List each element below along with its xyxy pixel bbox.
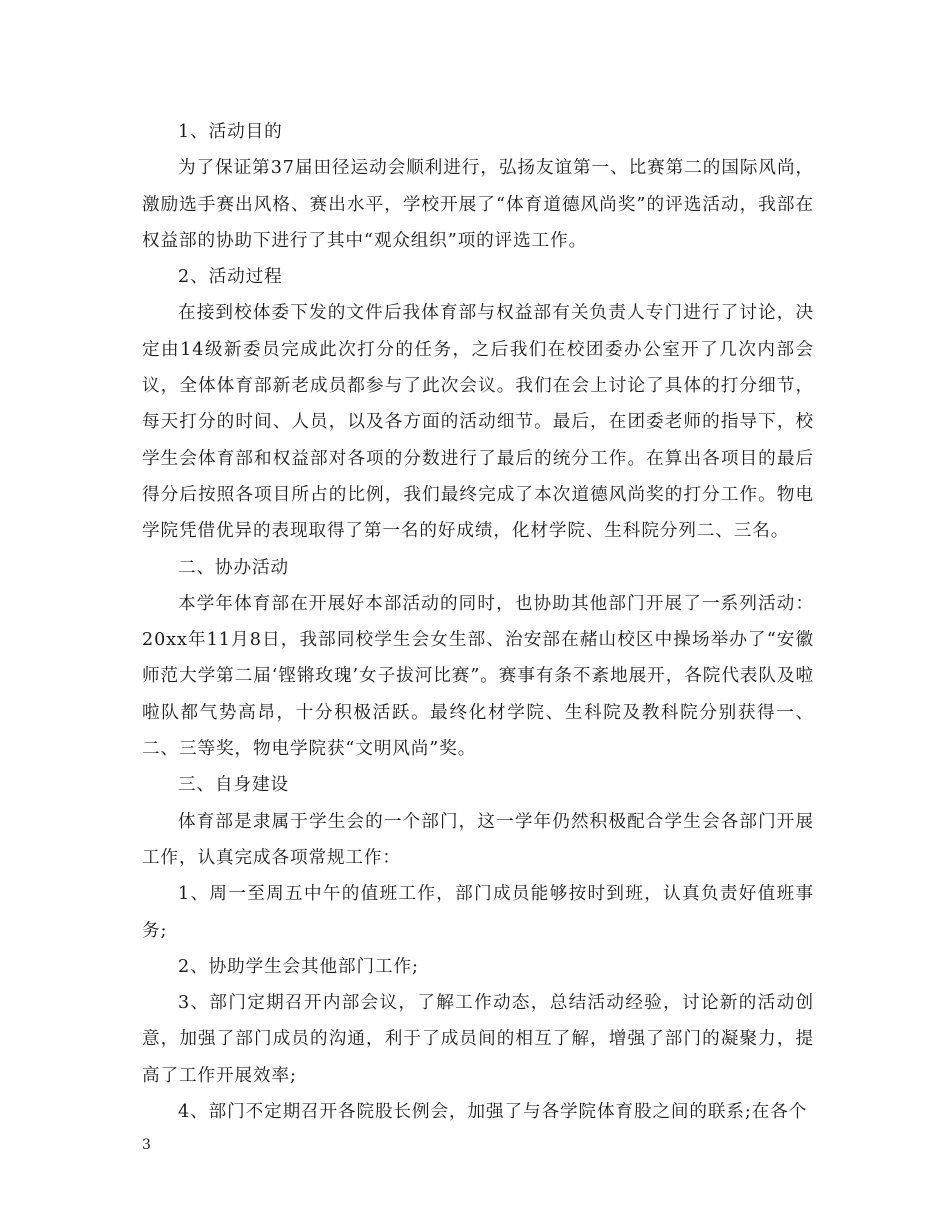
heading-activity-process: 2、活动过程 xyxy=(178,267,283,288)
heading-co-organized-activities: 二、协办活动 xyxy=(178,557,289,578)
list-item-duty-work: 1、周一至周五中午的值班工作，部门成员能够按时到班，认真负责好值班事务; xyxy=(142,884,814,941)
heading-activity-purpose: 1、活动目的 xyxy=(178,122,283,142)
list-item-college-meetings: 4、部门不定期召开各院股长例会，加强了与各学院体育股之间的联系;在各个 xyxy=(178,1102,808,1123)
list-item-internal-meetings: 3、部门定期召开内部会议，了解工作动态，总结活动经验，讨论新的活动创意，加强了部门成员的沟通，利于了成员间的相互了解，增强了部门的凝聚力，提高了工作开展效率; xyxy=(142,993,814,1086)
paragraph-activity-purpose: 为了保证第37届田径运动会顺利进行，弘扬友谊第一、比赛第二的国际风尚，激励选手赛出风格、赛出水平，学校开展了“体育道德风尚奖”的评选活动，我部在权益部的协助下进行了其中“观众组织”项的评选工作。 xyxy=(142,158,814,251)
document-body xyxy=(142,114,814,1130)
paragraph-self-development: 体育部是隶属于学生会的一个部门，这一学年仍然积极配合学生会各部门开展工作，认真完成各项常规工作： xyxy=(142,811,814,868)
heading-self-development: 三、自身建设 xyxy=(178,775,289,796)
page-number: 3 xyxy=(142,1137,151,1153)
paragraph-co-organized-activities: 本学年体育部在开展好本部活动的同时，也协助其他部门开展了一系列活动：20xx年11月8日，我部同校学生会女生部、治安部在赭山校区中操场举办了“安徽师范大学第二届‘铿锵玫瑰’女子拔河比赛”。赛事有条不紊地展开，各院代表队及啦啦队都气势高昂，十分积极活跃。最终化材学院、生科院及教科院分别获得一、二、三等奖，物电学院获“文明风尚”奖。 xyxy=(142,593,814,760)
list-item-assist-departments: 2、协助学生会其他部门工作; xyxy=(178,956,419,977)
paragraph-activity-process: 在接到校体委下发的文件后我体育部与权益部有关负责人专门进行了讨论，决定由14级新委员完成此次打分的任务，之后我们在校团委办公室开了几次内部会议，全体体育部新老成员都参与了此次会议。我们在会上讨论了具体的打分细节，每天打分的时间、人员，以及各方面的活动细节。最后，在团委老师的指导下，校学生会体育部和权益部对各项的分数进行了最后的统分工作。在算出各项目的最后得分后按照各项目所占的比例，我们最终完成了本次道德风尚奖的打分工作。物电学院凭借优异的表现取得了第一名的好成绩，化材学院、生科院分列二、三名。 xyxy=(142,303,814,542)
